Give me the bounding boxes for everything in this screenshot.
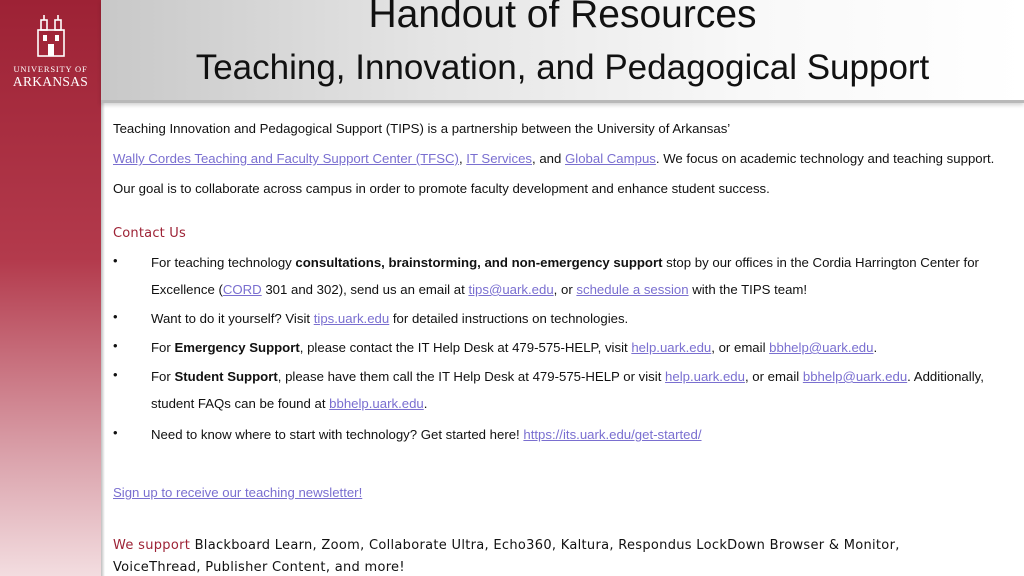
b3-mid: , please contact the IT Help Desk at 479-575-HELP, visit (299, 340, 632, 355)
intro-sep-1: , (458, 151, 467, 166)
b4-post: . (423, 396, 428, 411)
b1-pre: For teaching technology (151, 255, 296, 270)
tfsc-link[interactable]: Wally Cordes Teaching and Faculty Support Center (TFSC) (113, 151, 459, 166)
b1-bold: consultations, brainstorming, and non-emergency support (295, 255, 663, 270)
bullet-marker: • (113, 367, 118, 382)
b4-mid2: , or email (744, 369, 803, 384)
page-subtitle: Teaching, Innovation, and Pedagogical Support (195, 48, 930, 87)
b1-mid: stop by our offices in the Cordia Harrington Center for Excellence ( (151, 255, 979, 297)
global-campus-link[interactable]: Global Campus (565, 151, 656, 166)
newsletter-line (113, 485, 362, 500)
tips-email-link[interactable]: tips@uark.edu (468, 282, 554, 297)
bullet-text-diy (151, 305, 1008, 332)
b3-pre: For (151, 340, 175, 355)
header-banner (101, 0, 1024, 103)
intro-line-2-tail: . We focus on academic technology and teaching support. (655, 151, 995, 166)
bullet-marker: • (113, 338, 118, 353)
old-main-building-icon (34, 14, 68, 58)
get-started-link[interactable]: https://its.uark.edu/get-started/ (523, 427, 702, 442)
it-services-link[interactable]: IT Services (466, 151, 532, 166)
b3-mid2: , or email (711, 340, 770, 355)
bbhelp-email-link-student[interactable]: bbhelp@uark.edu (802, 369, 908, 384)
b1-mid2: 301 and 302), send us an email at (261, 282, 469, 297)
b5-pre: Need to know where to start with technology? Get started here! (151, 427, 524, 442)
bullet-text-student (151, 363, 1008, 417)
newsletter-signup-link[interactable]: Sign up to receive our teaching newsletter! (113, 485, 363, 500)
supported-tools-list: Blackboard Learn, Zoom, Collaborate Ultra, Echo360, Kaltura, Respondus LockDown Browser & Monitor, VoiceThread, Publisher Content, and more! (113, 538, 900, 575)
b4-mid: , please have them call the IT Help Desk at 479-575-HELP or visit (277, 369, 666, 384)
intro-line-1: Teaching Innovation and Pedagogical Support (TIPS) is a partnership between the University of Arkansas’ (113, 121, 731, 136)
bullet-marker: • (113, 309, 118, 324)
b4-mid3: . Additionally, student FAQs can be found at (151, 369, 984, 411)
tips-site-link[interactable]: tips.uark.edu (313, 311, 390, 326)
cord-link[interactable]: CORD (222, 282, 262, 297)
we-support-label: We support (113, 538, 191, 553)
b4-pre: For (151, 369, 175, 384)
intro-line-2 (113, 151, 994, 166)
university-logo (0, 14, 101, 90)
schedule-session-link[interactable]: schedule a session (576, 282, 689, 297)
help-site-link-student[interactable]: help.uark.edu (665, 369, 745, 384)
bullet-text-get-started (151, 421, 1008, 448)
page-title: Handout of Resources (368, 0, 757, 36)
b2-pre: Want to do it yourself? Visit (151, 311, 314, 326)
intro-sep-2: , and (532, 151, 565, 166)
bullet-marker: • (113, 253, 118, 268)
b1-post: with the TIPS team! (688, 282, 808, 297)
b4-bold: Student Support (174, 369, 278, 384)
b2-post: for detailed instructions on technologies. (389, 311, 629, 326)
bullet-text-consultations (151, 249, 1008, 303)
b3-bold: Emergency Support (174, 340, 300, 355)
help-site-link[interactable]: help.uark.edu (631, 340, 712, 355)
b1-mid3: , or (553, 282, 577, 297)
supported-tools-text (113, 535, 983, 576)
b3-post: . (873, 340, 878, 355)
bbhelp-email-link[interactable]: bbhelp@uark.edu (769, 340, 874, 355)
contact-us-heading: Contact Us (113, 226, 186, 241)
bbhelp-faq-link[interactable]: bbhelp.uark.edu (329, 396, 424, 411)
logo-text-arkansas: ARKANSAS (12, 74, 89, 89)
bullet-marker: • (113, 425, 118, 440)
bullet-text-emergency (151, 334, 1008, 361)
logo-text-university-of: UNIVERSITY OF (13, 64, 88, 74)
goal-text: Our goal is to collaborate across campus in order to promote faculty development and enhance student success. (113, 181, 770, 196)
